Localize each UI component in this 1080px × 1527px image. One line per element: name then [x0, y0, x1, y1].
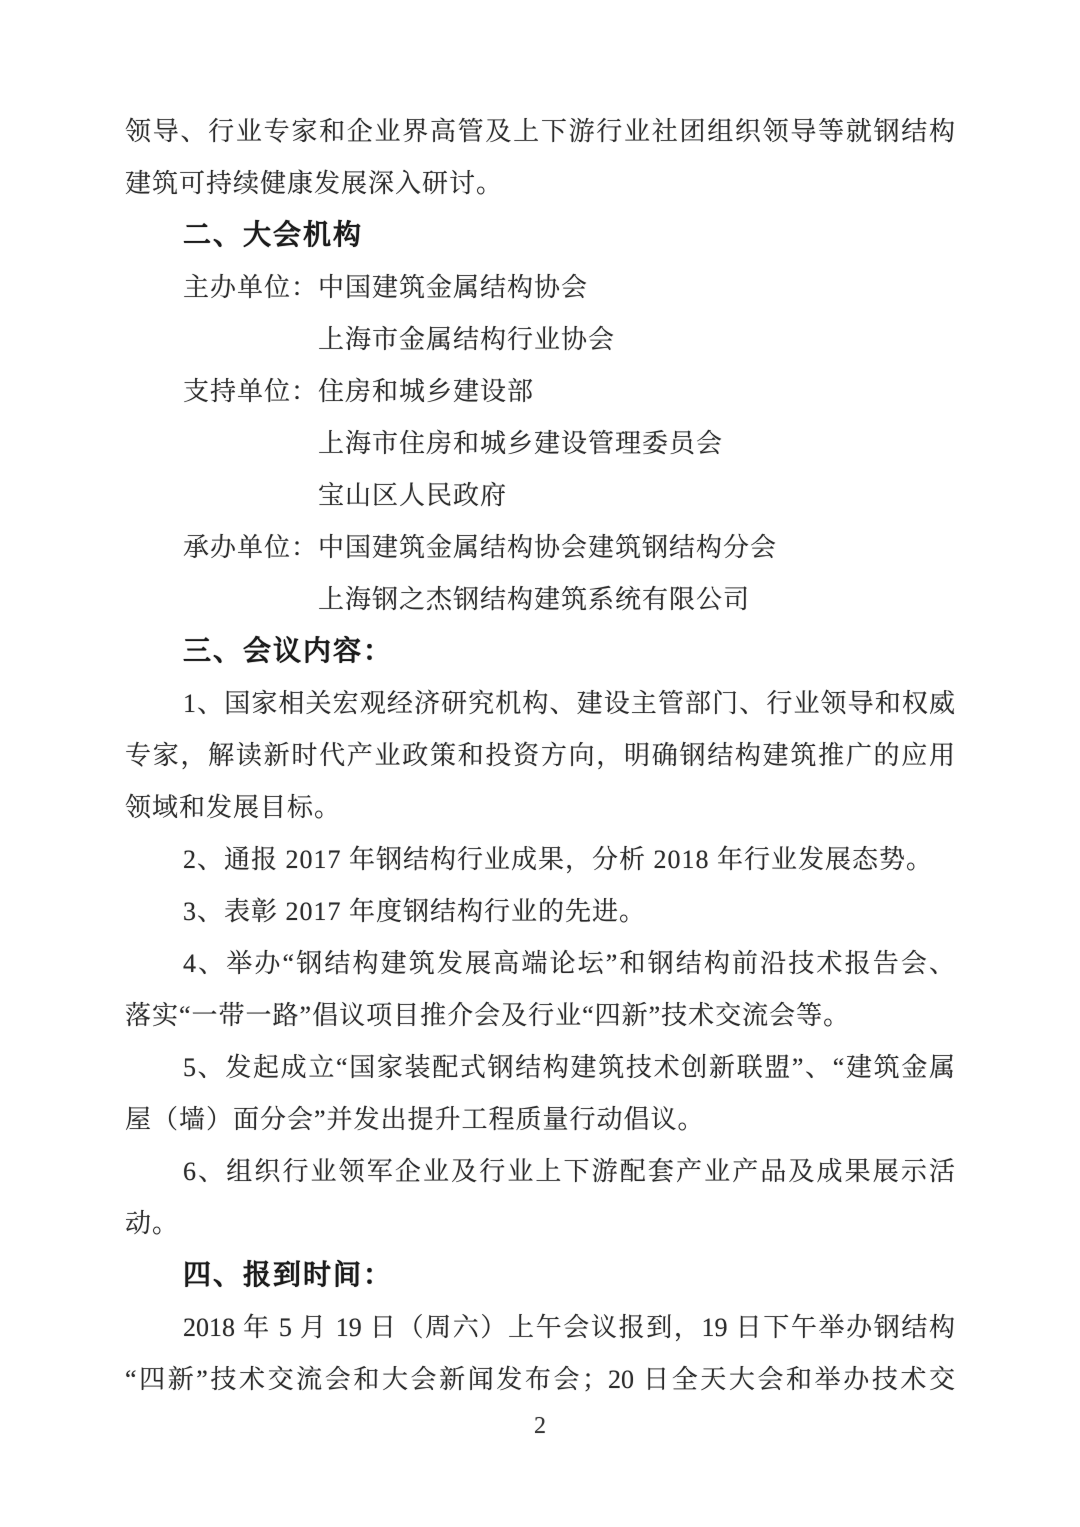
org-label: 承办单位：	[183, 533, 319, 562]
agenda-item-line: 2、通报 2017 年钢结构行业成果，分析 2018 年行业发展态势。	[183, 845, 934, 874]
agenda-item-line: 动。	[125, 1209, 180, 1238]
agenda-item-line: 5、发起成立“国家装配式钢结构建筑技术创新联盟”、“建筑金属	[183, 1053, 955, 1082]
section-heading-agenda: 三、会议内容：	[183, 636, 394, 667]
org-row-organizer	[183, 522, 955, 626]
agenda-item-line: 6、组织行业领军企业及行业上下游配套产业产品及成果展示活	[183, 1157, 955, 1186]
paragraph-line: 2018 年 5 月 19 日（周六）上午会议报到，19 日下午举办钢结构	[183, 1313, 955, 1342]
org-name: 中国建筑金属结构协会建筑钢结构分会	[318, 533, 778, 562]
org-row-host	[183, 262, 955, 366]
paragraph-line: 领导、行业专家和企业界高管及上下游行业社团组织领导等就钢结构	[125, 117, 955, 146]
section-heading-checkin: 四、报到时间：	[183, 1260, 394, 1291]
agenda-item-line: 屋（墙）面分会”并发出提升工程质量行动倡议。	[125, 1105, 705, 1134]
org-name: 住房和城乡建设部	[318, 377, 535, 406]
org-name: 上海市金属结构行业协会	[318, 325, 616, 354]
page-number: 2	[534, 1413, 546, 1439]
document-body	[125, 106, 955, 1406]
org-values	[318, 262, 615, 366]
agenda-item-line: 1、国家相关宏观经济研究机构、建设主管部门、行业领导和权威	[183, 689, 955, 718]
org-label: 主办单位：	[183, 273, 319, 302]
agenda-item-line: 专家，解读新时代产业政策和投资方向，明确钢结构建筑推广的应用	[125, 741, 955, 770]
agenda-item-line: 落实“一带一路”倡议项目推介会及行业“四新”技术交流会等。	[125, 1001, 851, 1030]
org-row-support	[183, 366, 955, 522]
agenda-item-line: 4、举办“钢结构建筑发展高端论坛”和钢结构前沿技术报告会、	[183, 949, 955, 978]
org-name: 宝山区人民政府	[318, 481, 508, 510]
agenda-item-line: 领域和发展目标。	[125, 793, 342, 822]
org-values	[318, 366, 723, 522]
paragraph-line: 建筑可持续健康发展深入研讨。	[125, 169, 504, 198]
org-values	[318, 522, 777, 626]
org-name: 上海钢之杰钢结构建筑系统有限公司	[318, 585, 751, 614]
org-name: 中国建筑金属结构协会	[318, 273, 589, 302]
paragraph-line: “四新”技术交流会和大会新闻发布会；20 日全天大会和举办技术交	[125, 1365, 955, 1394]
org-name: 上海市住房和城乡建设管理委员会	[318, 429, 724, 458]
org-label: 支持单位：	[183, 377, 319, 406]
agenda-item-line: 3、表彰 2017 年度钢结构行业的先进。	[183, 897, 647, 926]
section-heading-organization: 二、大会机构	[183, 220, 364, 251]
